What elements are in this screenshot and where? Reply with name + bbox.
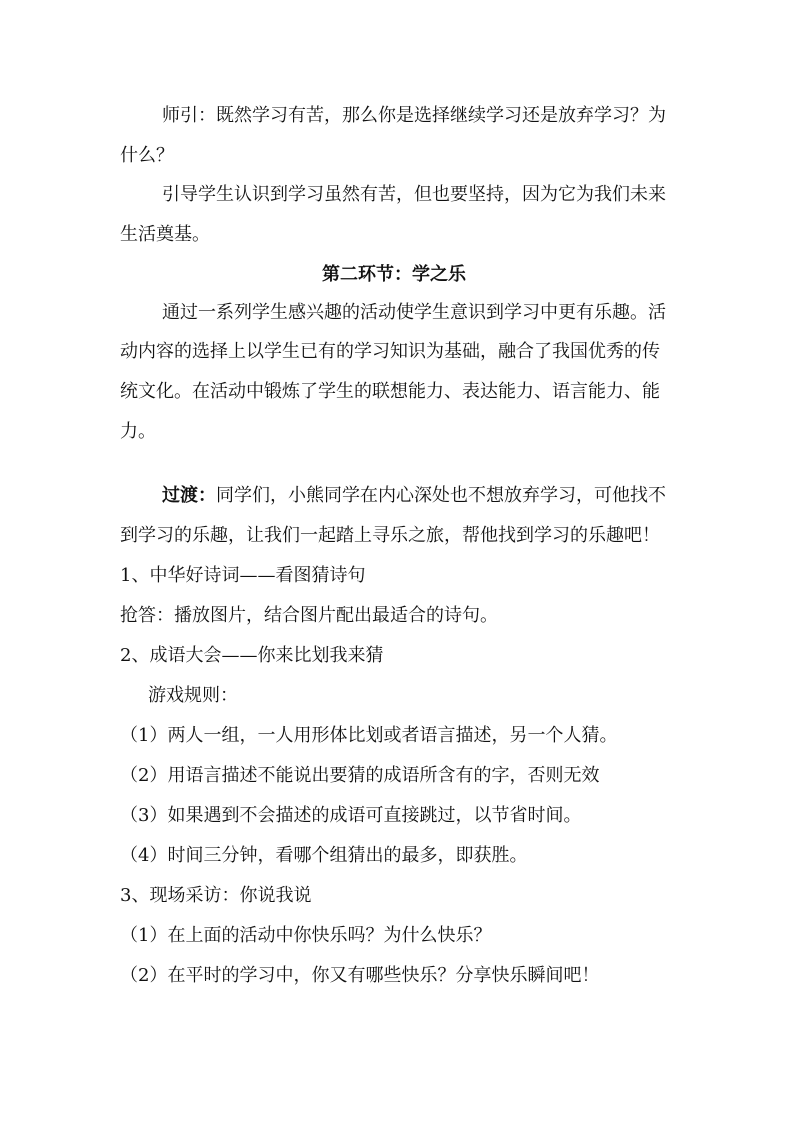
- paragraph-line: 力。: [120, 421, 156, 442]
- transition-line: [162, 484, 666, 508]
- paragraph-line: 生活奠基。: [120, 224, 210, 245]
- rule-item: （2）用语言描述不能说出要猜的成语所含有的字，否则无效: [120, 765, 600, 786]
- paragraph-line: 引导学生认识到学习虽然有苦，但也要坚持，因为它为我们未来: [162, 184, 666, 205]
- question-item: （2）在平时的学习中，你又有哪些快乐？分享快乐瞬间吧！: [120, 965, 600, 986]
- section-title: 第二环节：学之乐: [322, 264, 466, 285]
- paragraph-line: 什么？: [120, 145, 174, 166]
- transition-text: 同学们，小熊同学在内心深处也不想放弃学习，可他找不: [216, 485, 666, 506]
- activity-detail: 抢答：播放图片，结合图片配出最适合的诗句。: [120, 605, 498, 626]
- activity-heading: 3、现场采访：你说我说: [120, 885, 312, 906]
- paragraph-line: 师引：既然学习有苦，那么你是选择继续学习还是放弃学习？为: [162, 105, 666, 126]
- transition-label: 过渡：: [162, 485, 216, 506]
- question-item: （1）在上面的活动中你快乐吗？为什么快乐？: [120, 925, 492, 946]
- rule-item: （1）两人一组，一人用形体比划或者语言描述，另一个人猜。: [120, 725, 618, 746]
- activity-heading: 1、中华好诗词——看图猜诗句: [120, 565, 366, 586]
- rule-item: （3）如果遇到不会描述的成语可直接跳过，以节省时间。: [120, 805, 582, 826]
- rule-item: （4）时间三分钟，看哪个组猜出的最多，即获胜。: [120, 845, 528, 866]
- rules-label: 游戏规则：: [148, 685, 238, 706]
- paragraph-line: 通过一系列学生感兴趣的活动使学生意识到学习中更有乐趣。活: [162, 302, 666, 323]
- paragraph-line: 到学习的乐趣，让我们一起踏上寻乐之旅，帮他找到学习的乐趣吧！: [120, 525, 660, 546]
- paragraph-line: 动内容的选择上以学生已有的学习知识为基础，融合了我国优秀的传: [120, 341, 660, 362]
- activity-heading: 2、成语大会——你来比划我来猜: [120, 645, 384, 666]
- paragraph-line: 统文化。在活动中锻炼了学生的联想能力、表达能力、语言能力、能: [120, 381, 660, 402]
